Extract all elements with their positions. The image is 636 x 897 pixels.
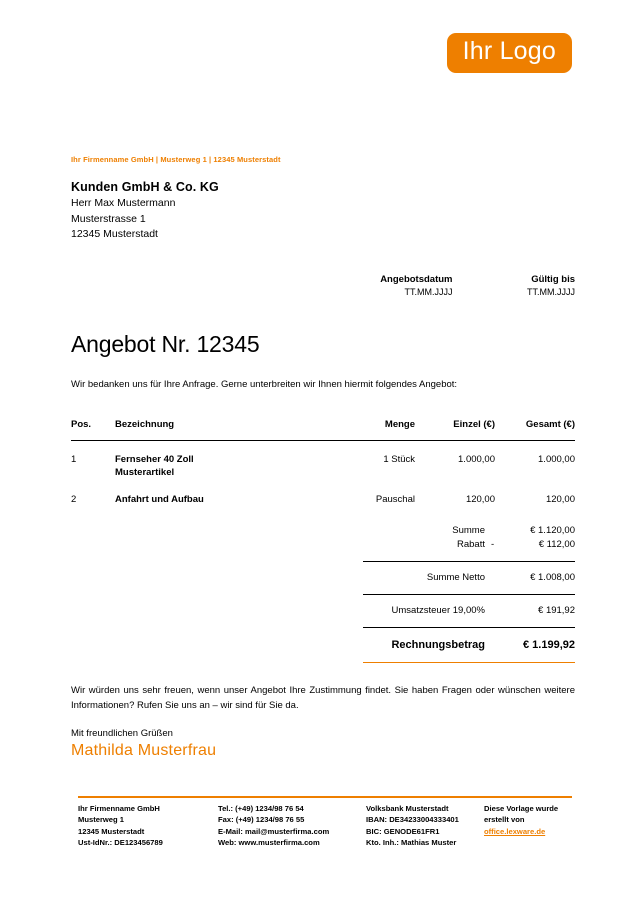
footer-credit-line1: Diese Vorlage wurde <box>484 804 559 813</box>
totals-table <box>363 524 575 653</box>
offer-date-value: TT.MM.JJJJ <box>404 287 453 297</box>
table-header-row <box>71 419 575 441</box>
totals-vat-value: € 191,92 <box>503 595 575 628</box>
footer-phone: Tel.: (+49) 1234/98 76 54 <box>218 804 304 813</box>
page-title: Angebot Nr. 12345 <box>71 331 260 357</box>
company-logo <box>447 33 572 73</box>
row-description-main: Anfahrt und Aufbau <box>115 494 204 505</box>
footer-email: E-Mail: mail@musterfirma.com <box>218 826 330 836</box>
totals-net-label: Summe Netto <box>363 562 491 595</box>
valid-until-value: TT.MM.JJJJ <box>527 287 575 297</box>
row-total: 1.000,00 <box>538 454 575 465</box>
totals-sum-value: € 1.120,00 <box>530 525 575 536</box>
footer-fax: Fax: (+49) 1234/98 76 55 <box>218 815 305 825</box>
totals-discount-label: Rabatt <box>457 539 485 550</box>
totals-vat-label: Umsatzsteuer 19,00% <box>363 595 491 628</box>
footer-credit-link[interactable]: office.lexware.de <box>484 826 546 836</box>
row-description <box>115 441 315 482</box>
totals-row-discount <box>363 538 575 562</box>
footer-column-contact <box>218 803 366 849</box>
line-items-table <box>71 419 575 508</box>
totals-vat-sign <box>491 595 503 628</box>
column-header-pos: Pos. <box>71 419 115 441</box>
footer-company-name: Ihr Firmenname GmbH <box>78 804 160 813</box>
footer-company-street: Musterweg 1 <box>78 815 124 825</box>
row-description-sub: Musterartikel <box>115 467 175 478</box>
column-header-unit-price: Einzel (€) <box>415 419 495 441</box>
column-header-total: Gesamt (€) <box>495 419 575 441</box>
row-quantity: 1 Stück <box>383 454 415 465</box>
row-pos: 1 <box>71 454 77 465</box>
totals-grand-sign <box>491 628 503 654</box>
row-unit-price: 1.000,00 <box>458 454 495 465</box>
signature-name: Mathilda Musterfrau <box>71 742 217 759</box>
totals-row-net <box>363 562 575 595</box>
totals-discount-value: € 112,00 <box>538 539 575 550</box>
totals-sum-sign <box>491 524 503 538</box>
recipient-contact: Herr Max Mustermann <box>71 197 176 209</box>
recipient-company: Kunden GmbH & Co. KG <box>71 180 219 194</box>
totals-net-sign <box>491 562 503 595</box>
totals-row-vat <box>363 595 575 628</box>
row-pos: 2 <box>71 494 77 505</box>
totals-row-grand <box>363 628 575 654</box>
offer-date-field <box>330 273 453 299</box>
footer-bank-iban: IBAN: DE34233004333401 <box>366 815 459 825</box>
totals-accent-rule <box>363 662 575 663</box>
column-header-quantity: Menge <box>315 419 415 441</box>
footer-company-city: 12345 Musterstadt <box>78 826 145 836</box>
footer-web: Web: www.musterfirma.com <box>218 838 320 848</box>
footer-company-vatid: Ust-IdNr.: DE123456789 <box>78 838 163 848</box>
column-header-description: Bezeichnung <box>115 419 315 441</box>
footer-bank-name: Volksbank Musterstadt <box>366 804 449 813</box>
footer-column-bank <box>366 803 484 849</box>
row-unit-price: 120,00 <box>465 494 495 505</box>
row-quantity: Pauschal <box>375 494 415 505</box>
closing-paragraph: Wir würden uns sehr freuen, wenn unser Angebot Ihre Zustimmung findet. Sie haben Fragen oder wünschen weitere Informationen? Rufen Sie uns an – wir sind für Sie da. <box>71 685 575 711</box>
footer-column-credit <box>484 803 572 849</box>
row-total: 120,00 <box>545 494 575 505</box>
totals-net-value: € 1.008,00 <box>503 562 575 595</box>
table-row <box>71 481 575 508</box>
offer-date-label: Angebotsdatum <box>380 274 453 285</box>
recipient-street: Musterstrasse 1 <box>71 212 146 225</box>
document-meta-block <box>330 273 575 299</box>
totals-row-sum <box>363 524 575 538</box>
footer <box>78 803 572 849</box>
recipient-city: 12345 Musterstadt <box>71 228 158 241</box>
footer-bank-owner: Kto. Inh.: Mathias Muster <box>366 838 457 848</box>
valid-until-field <box>453 273 576 299</box>
row-description-main: Fernseher 40 Zoll <box>115 454 194 465</box>
footer-credit-line2: erstellt von <box>484 815 525 825</box>
footer-column-company <box>78 803 218 849</box>
row-description <box>115 481 315 508</box>
totals-sum-label: Summe <box>452 525 485 536</box>
sender-return-address: Ihr Firmenname GmbH | Musterweg 1 | 12345 Musterstadt <box>71 155 281 164</box>
table-row <box>71 441 575 482</box>
totals-grand-value: € 1.199,92 <box>503 628 575 654</box>
recipient-address-block <box>71 178 219 243</box>
footer-accent-rule <box>78 796 572 798</box>
logo-badge-label: Ihr Logo <box>447 33 572 73</box>
totals-grand-label: Rechnungsbetrag <box>363 628 491 654</box>
valid-until-label: Gültig bis <box>531 274 575 285</box>
footer-bank-bic: BIC: GENODE61FR1 <box>366 826 440 836</box>
totals-discount-sign: - <box>491 539 495 550</box>
regards-line: Mit freundlichen Grüßen <box>71 728 173 739</box>
intro-paragraph: Wir bedanken uns für Ihre Anfrage. Gerne unterbreiten wir Ihnen hiermit folgendes Angebot: <box>71 379 458 390</box>
